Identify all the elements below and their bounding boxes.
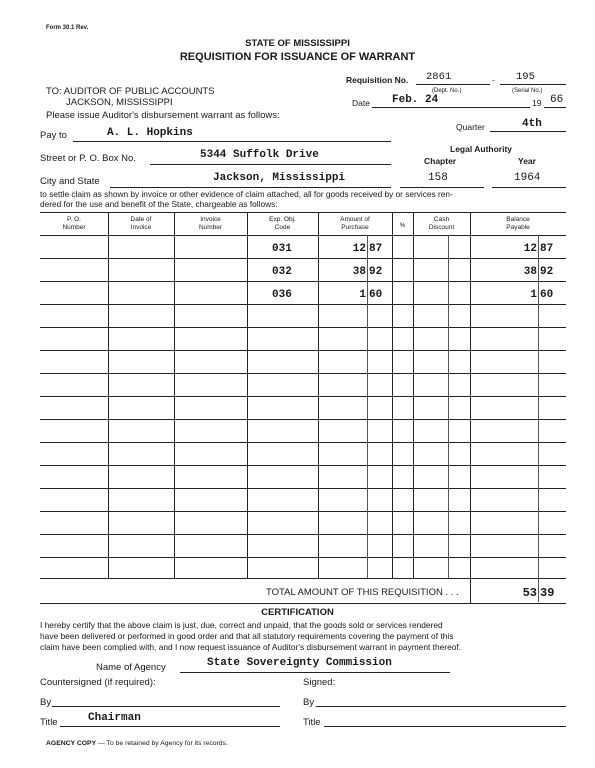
balance-dollars-cell: 38 [523, 266, 537, 278]
city-label: City and State [40, 176, 100, 187]
header-amount-of-purchase: Amount of Purchase [340, 216, 370, 231]
left-title-label: Title [40, 717, 58, 728]
instruction-text: Please issue Auditor's disbursement warrant as follows: [46, 110, 280, 121]
year-suffix: 66 [550, 94, 564, 106]
agency-copy-note: — To be retained by Agency for its records. [98, 740, 228, 747]
exp-code-cell: 032 [272, 266, 292, 278]
left-by-label: By [40, 697, 52, 708]
pay-to-value: A. L. Hopkins [107, 127, 193, 139]
exp-code-cell: 031 [272, 243, 292, 255]
header-cash-discount: Cash Discount [428, 216, 455, 231]
total-label: TOTAL AMOUNT OF THIS REQUISITION . . . [266, 587, 459, 598]
right-title-label: Title [303, 717, 321, 728]
state-heading: STATE OF MISSISSIPPI [245, 38, 350, 49]
header-date-of-invoice: Date of Invoice [130, 216, 152, 231]
exp-code-cell: 036 [272, 289, 292, 301]
year-prefix: 19 [532, 98, 542, 108]
right-by-label: By [303, 697, 315, 708]
chapter-label: Chapter [424, 156, 457, 166]
street-label: Street or P. O. Box No. [40, 153, 136, 164]
addressee-line2: JACKSON, MISSISSIPPI [66, 97, 173, 108]
legal-authority-label: Legal Authority [450, 144, 513, 154]
certification-line3: claim have been complied with, and I now request issuance of Auditor's disbursement warrant in payment thereof. [40, 642, 462, 652]
addressee-line1: TO: AUDITOR OF PUBLIC ACCOUNTS [46, 86, 215, 97]
serial-no-caption: (Serial No.) [512, 88, 543, 94]
balance-dollars-cell: 12 [523, 243, 537, 255]
header-balance-payable: Balance Payable [506, 216, 530, 231]
amount-dollars-cell: 38 [352, 266, 366, 278]
authority-year-value: 1964 [514, 172, 541, 184]
pay-to-label: Pay to [40, 130, 67, 141]
dept-no-caption: (Dept. No.) [432, 88, 462, 94]
settle-text-line1: to settle claim as shown by invoice or other evidence of claim attached, all for goods received by or services ren- [40, 189, 453, 199]
balance-cents-cell: 92 [540, 266, 554, 278]
street-value: 5344 Suffolk Drive [200, 149, 319, 161]
amount-dollars-cell: 12 [352, 243, 366, 255]
year-label: Year [518, 156, 536, 166]
total-dollars: 53 [522, 586, 537, 600]
requisition-label: Requisition No. [346, 75, 409, 85]
countersigned-label: Countersigned (if required): [40, 677, 156, 688]
amount-cents-cell: 60 [369, 289, 383, 301]
form-number: Form 30.1 Rev. [46, 25, 89, 31]
left-title-value: Chairman [88, 712, 141, 724]
amount-dollars-cell: 1 [359, 289, 366, 301]
quarter-value: 4th [522, 118, 542, 130]
chapter-value: 158 [428, 172, 448, 184]
header-po: P. O. Number [62, 216, 86, 231]
agency-value: State Sovereignty Commission [207, 657, 392, 669]
certification-line2: have been delivered or performed in good order and that all statutory requirements covering the payment of this [40, 631, 454, 641]
balance-cents-cell: 87 [540, 243, 554, 255]
total-cents: 39 [540, 586, 555, 600]
header-invoice-number: Invoice Number [198, 216, 223, 231]
header-exp-obj-code: Exp. Obj. Code [269, 216, 296, 231]
footer-note [46, 740, 228, 747]
quarter-label: Quarter [456, 122, 485, 132]
header-percent: % [399, 222, 406, 229]
balance-cents-cell: 60 [540, 289, 554, 301]
agency-label: Name of Agency [96, 662, 166, 673]
serial-number: 195 [516, 71, 535, 83]
date-value: Feb. 24 [392, 94, 439, 106]
date-label: Date [352, 98, 370, 108]
certification-title: CERTIFICATION [261, 607, 334, 618]
dept-number: 2861 [426, 71, 452, 83]
page-title: REQUISITION FOR ISSUANCE OF WARRANT [179, 51, 416, 63]
signed-label: Signed: [303, 677, 336, 688]
city-value: Jackson, Mississippi [213, 172, 346, 184]
certification-line1: I hereby certify that the above claim is just, due, correct and unpaid, that the goods sold or services rendered [40, 620, 443, 630]
settle-text-line2: dered for the use and benefit of the State, chargeable as follows: [40, 199, 278, 209]
balance-dollars-cell: 1 [530, 289, 537, 301]
agency-copy-label: AGENCY COPY [46, 740, 97, 747]
amount-cents-cell: 87 [369, 243, 383, 255]
amount-cents-cell: 92 [369, 266, 383, 278]
